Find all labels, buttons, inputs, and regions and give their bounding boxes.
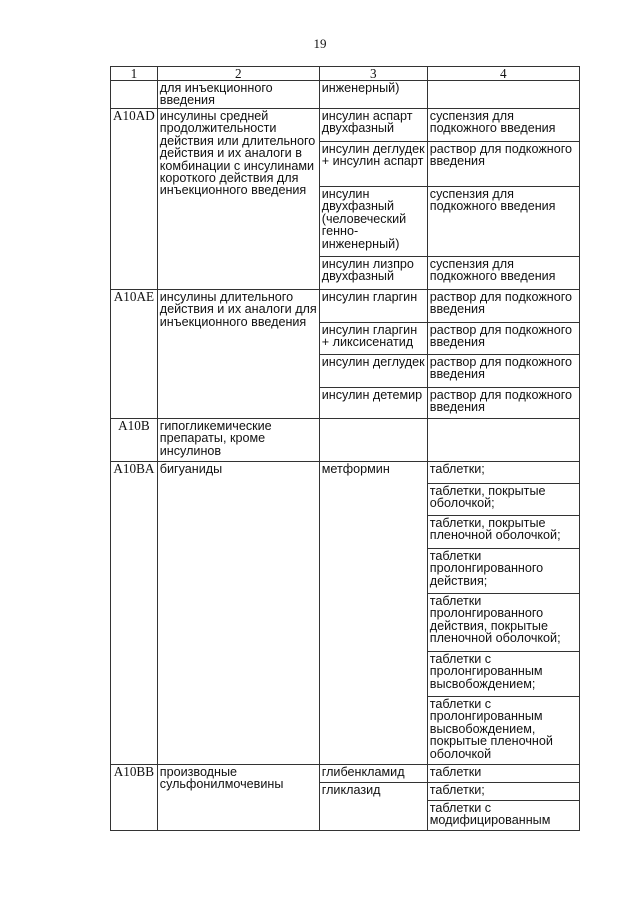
header-row — [111, 67, 580, 81]
page-number: 19 — [313, 36, 327, 51]
header-col-4: 4 — [427, 67, 579, 81]
drug-table — [110, 66, 580, 831]
group-name-cell: гипогликемические препараты, кроме инсулинов — [157, 419, 319, 462]
group-name-cell: бигуаниды — [157, 462, 319, 765]
drug-name-cell: гликлазид — [319, 783, 427, 831]
dosage-form-cell: раствор для подкожного введения — [427, 290, 579, 323]
code-cell — [111, 81, 158, 109]
header-col-3: 3 — [319, 67, 427, 81]
table-row — [111, 81, 580, 109]
drug-name-cell — [319, 419, 427, 462]
drug-name-cell: инсулин гларгин — [319, 290, 427, 323]
dosage-form-cell: таблетки — [427, 765, 579, 783]
dosage-form-cell: таблетки с модифицированным — [427, 801, 579, 831]
group-name-cell: для инъекционного введения — [157, 81, 319, 109]
atc-code-cell: A10AE — [111, 290, 158, 419]
header-col-2: 2 — [157, 67, 319, 81]
dosage-form-cell: таблетки, покрытые оболочкой; — [427, 484, 579, 516]
group-name-cell: инсулины средней продолжительности действия или длительного действия и их аналоги в комбинации с инсулинами короткого действия для инъекционного введения — [157, 109, 319, 290]
dosage-form-cell: таблетки пролонгированного действия; — [427, 549, 579, 594]
drug-name-cell: инсулин лизпро двухфазный — [319, 257, 427, 290]
dosage-form-cell: суспензия для подкожного введения — [427, 109, 579, 142]
dosage-form-cell: раствор для подкожного введения — [427, 142, 579, 187]
dosage-form-cell: суспензия для подкожного введения — [427, 187, 579, 257]
dosage-form-cell: раствор для подкожного введения — [427, 355, 579, 388]
dosage-form-cell: раствор для подкожного введения — [427, 323, 579, 355]
header-col-1: 1 — [111, 67, 158, 81]
drug-name-cell: инсулин гларгин + ликсисенатид — [319, 323, 427, 355]
table-row — [111, 462, 580, 484]
drug-name-cell: метформин — [319, 462, 427, 765]
drug-name-cell: инсулин двухфазный (человеческий генно-инженерный) — [319, 187, 427, 257]
dosage-form-cell: таблетки; — [427, 462, 579, 484]
drug-name-cell: инсулин деглудек + инсулин аспарт — [319, 142, 427, 187]
dosage-form-cell: таблетки пролонгированного действия, покрытые пленочной оболочкой; — [427, 594, 579, 652]
group-name-cell: инсулины длительного действия и их аналоги для инъекционного введения — [157, 290, 319, 419]
table-row — [111, 109, 580, 142]
dosage-form-cell: суспензия для подкожного введения — [427, 257, 579, 290]
dosage-form-cell: таблетки с пролонгированным высвобождением; — [427, 652, 579, 697]
dosage-form-cell: таблетки, покрытые пленочной оболочкой; — [427, 516, 579, 549]
table-row — [111, 419, 580, 462]
drug-name-cell: инженерный) — [319, 81, 427, 109]
table-row — [111, 765, 580, 783]
dosage-form-cell: раствор для подкожного введения — [427, 388, 579, 419]
drug-name-cell: инсулин детемир — [319, 388, 427, 419]
drug-name-cell: инсулин аспарт двухфазный — [319, 109, 427, 142]
drug-name-cell: инсулин деглудек — [319, 355, 427, 388]
atc-code-cell: A10AD — [111, 109, 158, 290]
dosage-form-cell — [427, 81, 579, 109]
atc-code-cell: A10B — [111, 419, 158, 462]
dosage-form-cell: таблетки; — [427, 783, 579, 801]
group-name-cell: производные сульфонилмочевины — [157, 765, 319, 831]
drug-name-cell: глибенкламид — [319, 765, 427, 783]
dosage-form-cell: таблетки с пролонгированным высвобождением, покрытые пленочной оболочкой — [427, 697, 579, 765]
atc-code-cell: A10BB — [111, 765, 158, 831]
table-row — [111, 290, 580, 323]
dosage-form-cell — [427, 419, 579, 462]
atc-code-cell: A10BA — [111, 462, 158, 765]
